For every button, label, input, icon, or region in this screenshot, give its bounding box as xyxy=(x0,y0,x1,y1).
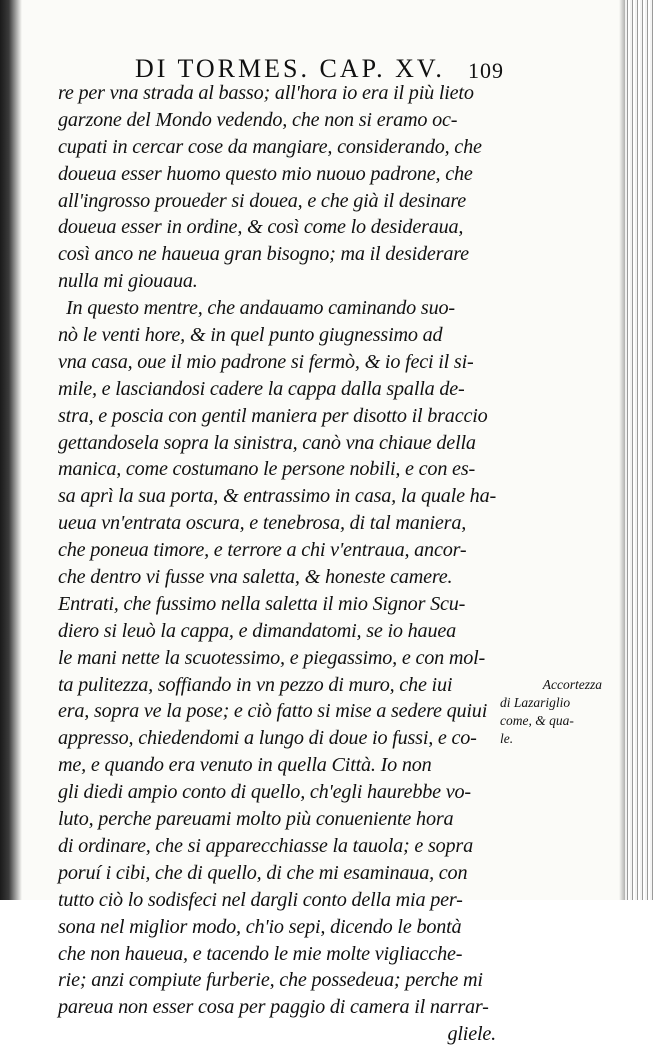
text-line: diero si leuò la cappa, e dimandatomi, se io hauea xyxy=(58,619,456,642)
text-line: di ordinare, che si apparecchiasse la tauola; e sopra xyxy=(58,834,473,857)
marginal-note-line: le. xyxy=(500,731,514,746)
text-line: mile, e lasciandosi cadere la cappa dalla spalla de- xyxy=(58,377,465,400)
text-line: doueua esser huomo questo mio nuouo padrone, che xyxy=(58,162,473,185)
text-line: sona nel miglior modo, ch'io sepi, dicendo le bontà xyxy=(58,915,462,938)
text-line: nò le venti hore, & in quel punto giugnessimo ad xyxy=(58,324,443,347)
text-line: luto, perche pareuami molto più conueniente hora xyxy=(58,808,454,831)
text-line: In questo mentre, che andauamo caminando suo- xyxy=(66,297,455,320)
text-line: rie; anzi compiute furberie, che possedeua; perche mi xyxy=(58,969,483,992)
text-line: vna casa, oue il mio padrone si fermò, & io feci il si- xyxy=(58,350,474,373)
marginal-note xyxy=(500,676,620,748)
body-text xyxy=(58,80,506,1048)
text-line: le mani nette la scuotessimo, e piegassimo, e con mol- xyxy=(58,646,486,669)
text-line: stra, e poscia con gentil maniera per disotto il braccio xyxy=(58,404,488,427)
page-edges xyxy=(625,0,653,900)
text-line: manica, come costumano le persone nobili, e con es- xyxy=(58,458,476,481)
text-line: me, e quando era venuto in quella Città. Io non xyxy=(58,754,432,777)
binding-shadow xyxy=(0,0,22,900)
text-line: Entrati, che fussimo nella saletta il mio Signor Scu- xyxy=(58,592,466,615)
text-line: all'ingrosso proueder si douea, e che già il desinare xyxy=(58,189,467,212)
marginal-note-line: come, & qua- xyxy=(500,713,574,728)
marginal-note-line: Accortezza xyxy=(542,677,602,692)
text-line: re per vna strada al basso; all'hora io era il più lieto xyxy=(58,82,474,104)
text-line: sa aprì la sua porta, & entrassimo in casa, la quale ha- xyxy=(58,485,496,508)
text-line: doueua esser in ordine, & così come lo desideraua, xyxy=(58,216,464,239)
text-line: così anco ne haueua gran bisogno; ma il desiderare xyxy=(58,243,469,266)
text-line: che non haueua, e tacendo le mie molte vigliacche- xyxy=(58,942,463,965)
text-line: nulla mi giouaua. xyxy=(58,270,198,293)
marginal-note-line: di Lazariglio xyxy=(500,695,571,710)
text-line: che dentro vi fusse vna saletta, & honeste camere. xyxy=(58,566,453,589)
text-line: appresso, chiedendomi a lungo di doue io fussi, e co- xyxy=(58,727,477,750)
running-head: DI TORMES. CAP. XV. xyxy=(135,54,445,83)
text-line: gettandosela sopra la sinistra, canò vna chiaue della xyxy=(58,431,476,454)
text-line: ta pulitezza, soffiando in vn pezzo di muro, che iui xyxy=(58,673,453,696)
text-line: tutto ciò lo sodisfeci nel dargli conto della mia per- xyxy=(58,888,463,911)
text-line: cupati in cercar cose da mangiare, considerando, che xyxy=(58,135,482,158)
page-number: 109 xyxy=(468,58,504,83)
text-line: gli diedi ampio conto di quello, ch'egli haurebbe vo- xyxy=(58,781,471,804)
text-line: era, sopra ve la pose; e ciò fatto si mise a sedere quiui xyxy=(58,700,488,723)
text-line: poruí i cibi, che di quello, di che mi esaminaua, con xyxy=(58,861,468,884)
text-line: garzone del Mondo vedendo, che non si eramo oc- xyxy=(58,108,458,131)
text-line: gliele. xyxy=(447,1023,496,1046)
text-line: pareua non esser cosa per paggio di camera il narrar- xyxy=(58,996,489,1019)
text-line: ueua vn'entrata oscura, e tenebrosa, di tal maniera, xyxy=(58,512,467,535)
text-line: che poneua timore, e terrore a chi v'entraua, ancor- xyxy=(58,539,467,562)
